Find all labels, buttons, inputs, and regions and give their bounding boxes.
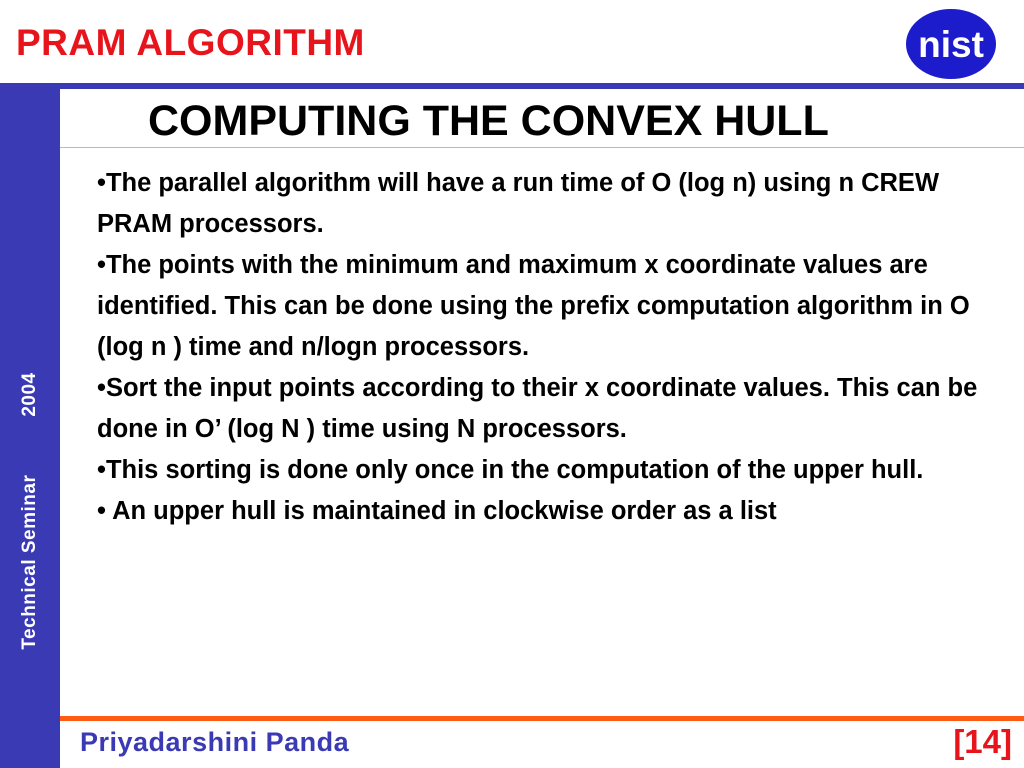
header-title: PRAM ALGORITHM [16, 22, 365, 63]
bullet-list [97, 163, 997, 532]
bullet-text: An upper hull is maintained in clockwise order as a list [105, 497, 777, 525]
page-number: [14] [953, 723, 1012, 760]
bullet-marker: • [97, 169, 106, 197]
bullet-item [97, 450, 997, 491]
bullet-item [97, 491, 997, 532]
bullet-marker: • [97, 374, 106, 402]
bullet-item [97, 245, 997, 368]
bullet-marker: • [97, 251, 106, 279]
nist-logo [905, 8, 997, 80]
slide-title: COMPUTING THE CONVEX HULL [148, 97, 829, 145]
footer-divider [60, 716, 1024, 721]
sidebar-year: 2004 [19, 372, 40, 417]
sidebar-caption [19, 372, 41, 649]
sidebar-band [0, 89, 60, 768]
bullet-text: The parallel algorithm will have a run time of O (log n) using n CREW PRAM processors. [97, 169, 940, 238]
bullet-text: This sorting is done only once in the computation of the upper hull. [105, 456, 924, 484]
title-divider [60, 147, 1024, 148]
sidebar-label: Technical Seminar [19, 474, 40, 650]
logo-text: nist [918, 24, 984, 65]
bullet-item [97, 163, 997, 245]
footer-author: Priyadarshini Panda [80, 727, 350, 757]
bullet-text: The points with the minimum and maximum x coordinate values are identified. This can be done using the prefix computation algorithm in O (log n ) time and n/logn processors. [97, 251, 970, 361]
header-divider [0, 83, 1024, 89]
bullet-item [97, 368, 997, 450]
bullet-text: Sort the input points according to their x coordinate values. This can be done in O’ (log N ) time using N processors. [97, 374, 978, 443]
bullet-marker: • [97, 456, 106, 484]
bullet-marker: • [97, 497, 106, 525]
